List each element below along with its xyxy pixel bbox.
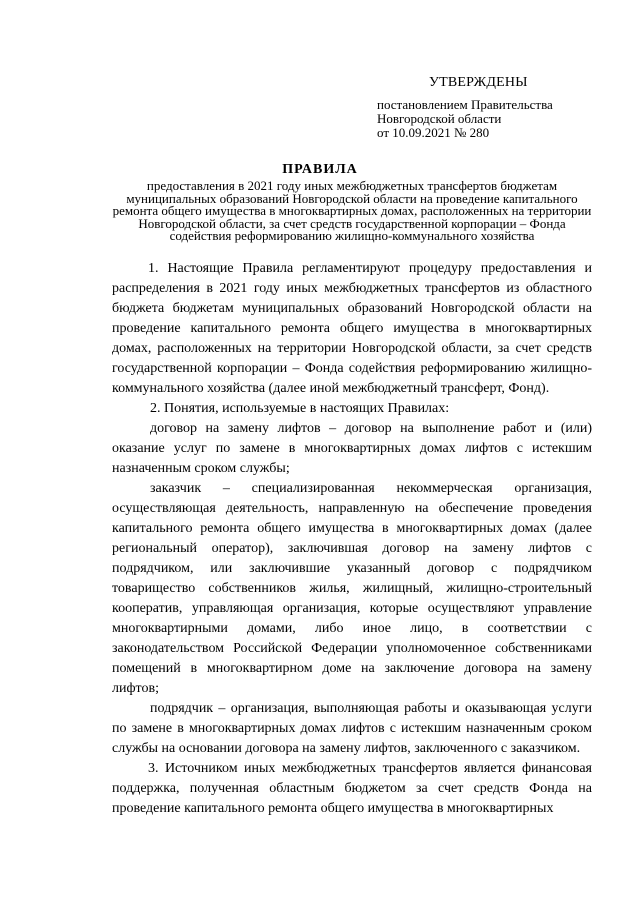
- approval-line-3: от 10.09.2021 № 280: [377, 125, 490, 140]
- document-subtitle: предоставления в 2021 году иных межбюджетных трансфертов бюджетам муниципальных образований Новгородской области на проведение капитального ремонта общего имущества в многоквартирных домах, расположенных на территории Новгородской области, за счет средств государственной корпорации – Фонда содействия реформированию жилищно-коммунального хозяйства: [112, 178, 592, 244]
- document-title: ПРАВИЛА: [282, 162, 358, 177]
- approval-line-2: Новгородской области: [377, 111, 502, 126]
- paragraph-1: 1. Настоящие Правила регламентируют процедуру предоставления и распределения в 2021 году иных межбюджетных трансфертов из областного бюджета бюджетам муниципальных образований Новгородской области на проведение капитального ремонта общего имущества в многоквартирных домах, расположенных на территории Новгородской области, за счет средств государственной корпорации – Фонда содействия реформированию жилищно-коммунального хозяйства (далее иной межбюджетный трансферт, Фонд).: [112, 261, 592, 396]
- paragraph-2: 2. Понятия, используемые в настоящих Правилах:: [150, 401, 450, 416]
- paragraph-definition-lift-contract: договор на замену лифтов – договор на выполнение работ и (или) оказание услуг по замене в многоквартирных домах лифтов с истекшим назначенным сроком службы;: [112, 421, 592, 476]
- paragraph-3: 3. Источником иных межбюджетных трансфертов является финансовая поддержка, полученная областным бюджетом за счет средств Фонда на проведение капитального ремонта общего имущества в многоквартирных: [112, 761, 592, 816]
- document-body: [112, 259, 592, 819]
- approval-block: [377, 76, 627, 140]
- paragraph-definition-contractor: подрядчик – организация, выполняющая работы и оказывающая услуги по замене в многоквартирных домах лифтов с истекшим назначенным сроком службы на основании договора на замену лифтов, заключенного с заказчиком.: [112, 701, 592, 756]
- paragraph-definition-customer: заказчик – специализированная некоммерческая организация, осуществляющая деятельность, направленную на обеспечение проведения капитального ремонта общего имущества в многоквартирных домах (далее региональный оператор), заключившая договор на замену лифтов с подрядчиком, или заключившие указанный договор с подрядчиком товарищество собственников жилья, жилищный, жилищно-строительный кооператив, управляющая организация, которые осуществляют управление многоквартирными домами, либо иное лицо, в соответствии с законодательством Российской Федерации уполномоченное собственниками помещений в многоквартирном доме на заключение договора на замену лифтов;: [112, 481, 592, 696]
- approval-heading: УТВЕРЖДЕНЫ: [429, 75, 528, 90]
- approval-line-1: постановлением Правительства: [377, 97, 553, 112]
